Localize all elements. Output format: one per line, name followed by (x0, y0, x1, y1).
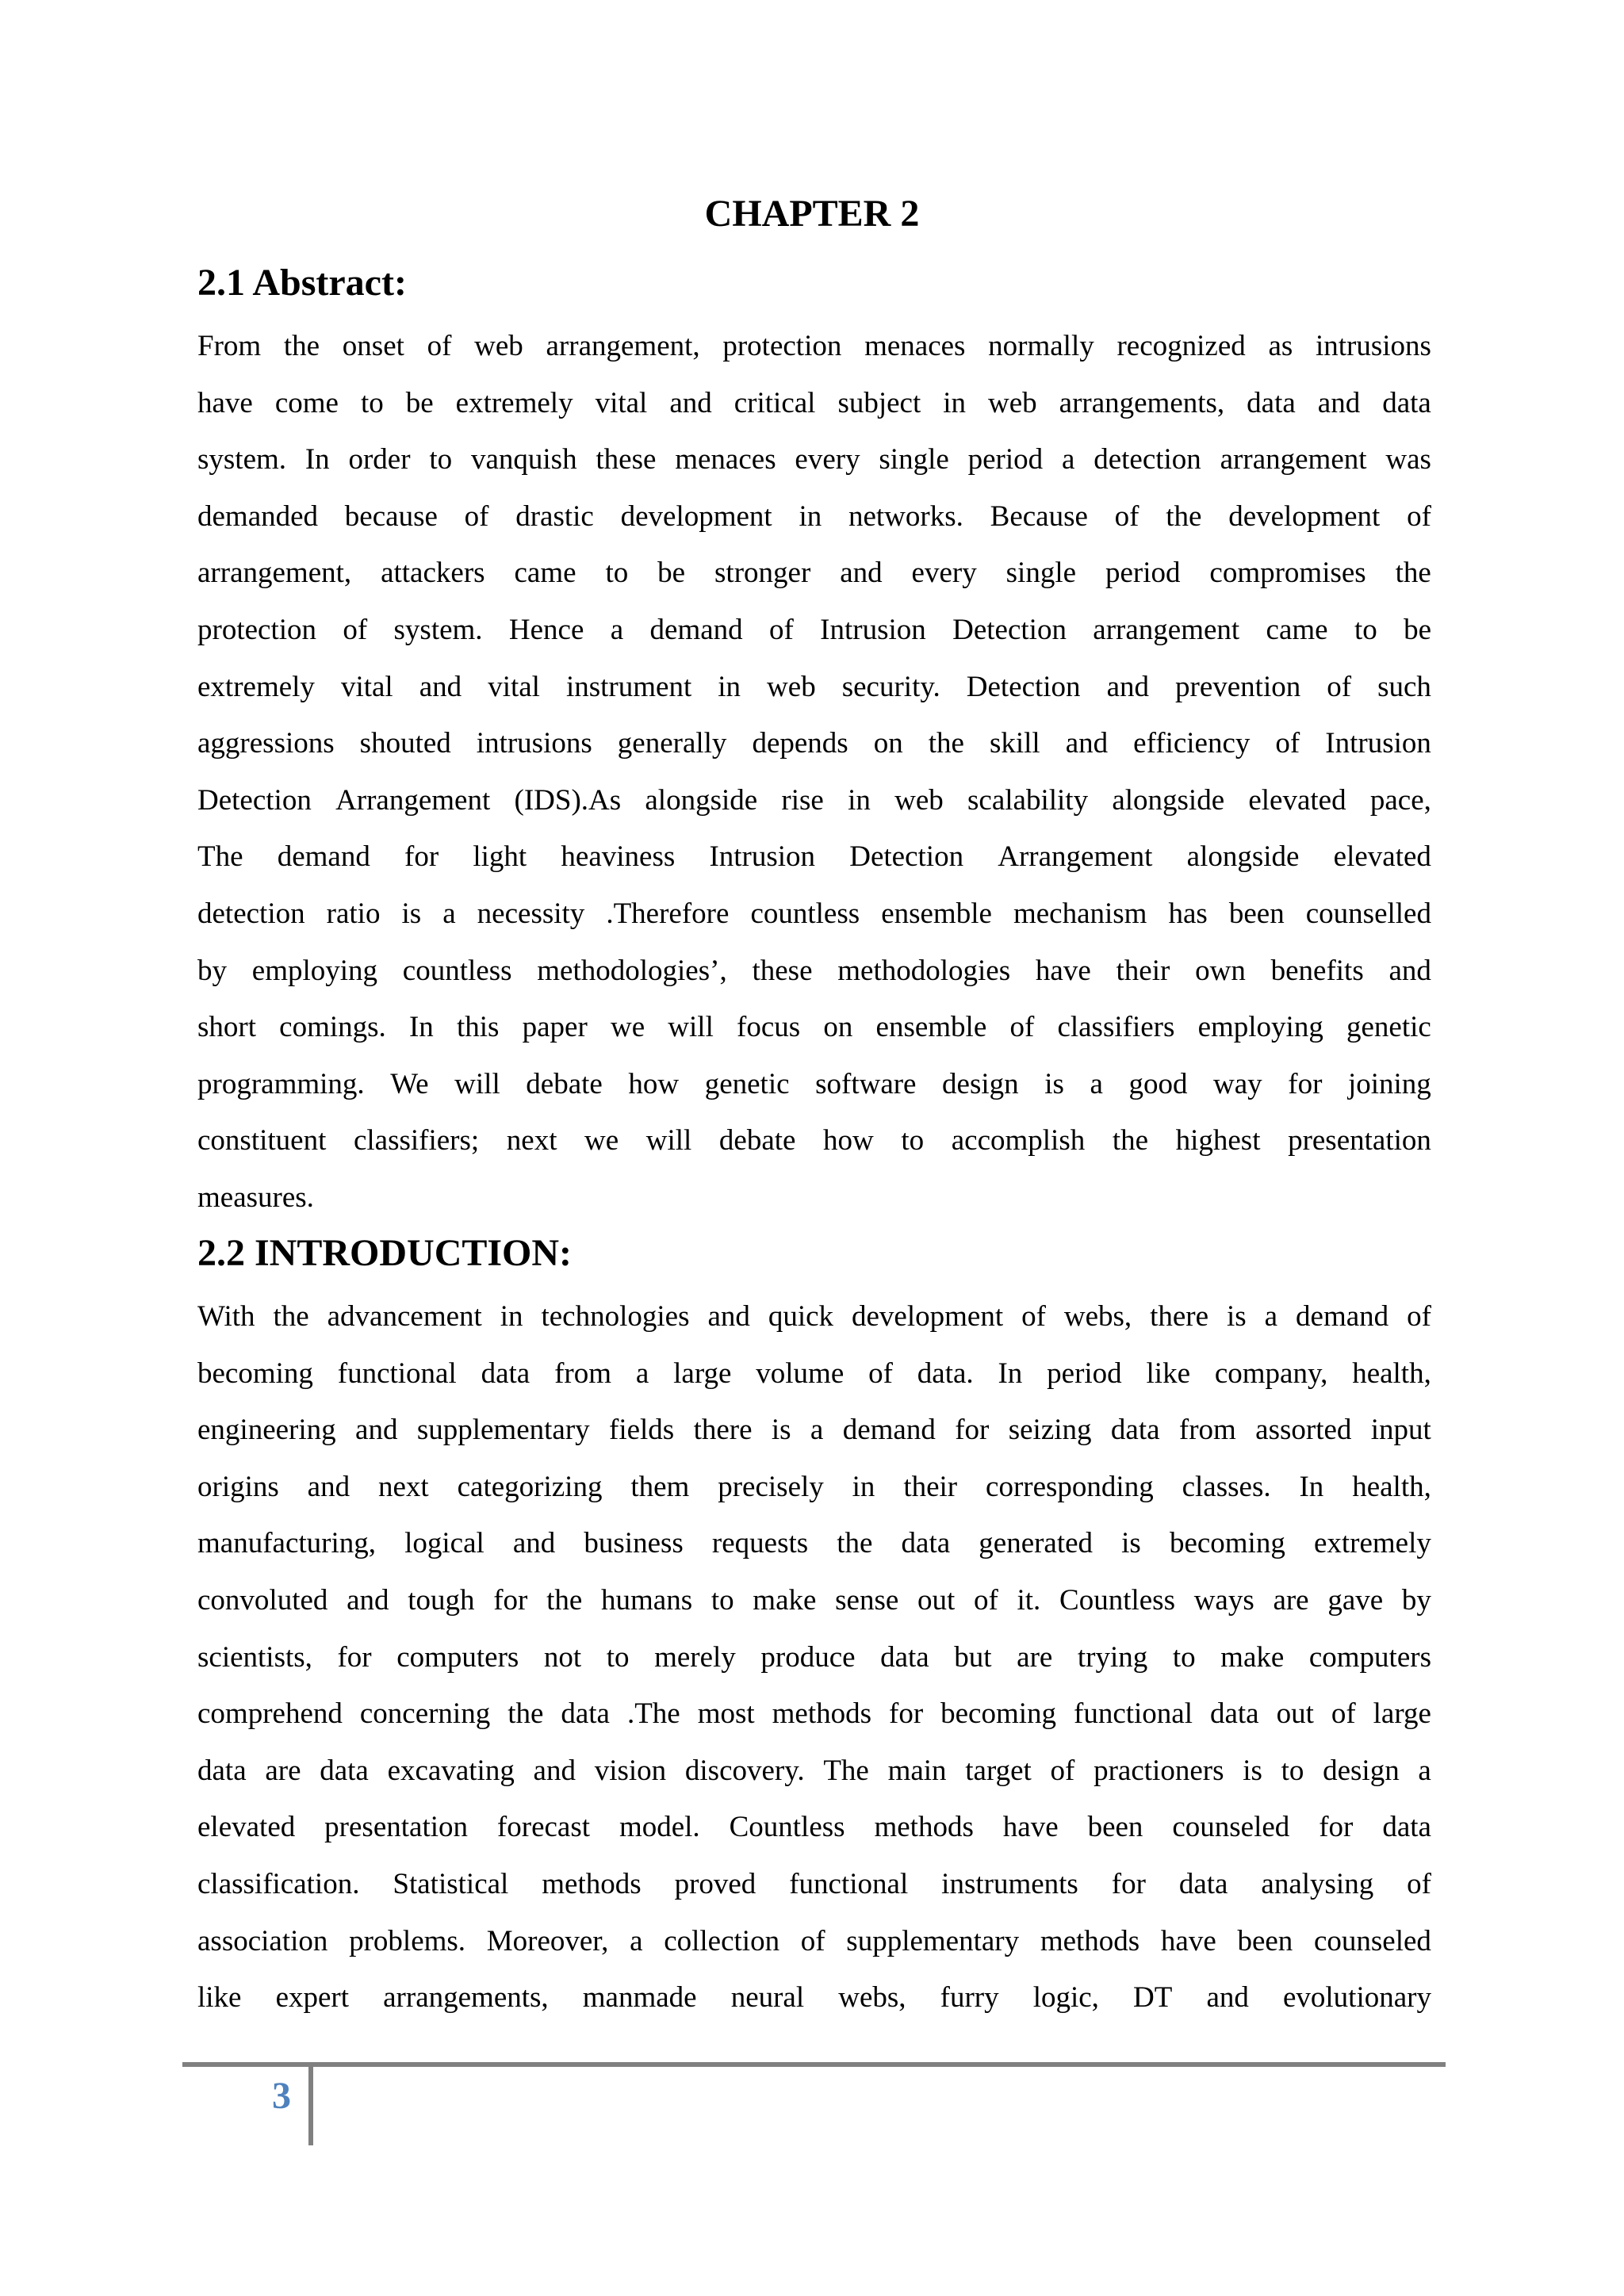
abstract-line: protection of system. Hence a demand of Intrusion Detection arrangement came to be (197, 613, 1431, 646)
introduction-line: convoluted and tough for the humans to make sense out of it. Countless ways are gave by (197, 1583, 1431, 1617)
abstract-line: demanded because of drastic development in networks. Because of the development of (197, 499, 1431, 533)
section-heading-introduction: 2.2 INTRODUCTION: (197, 1232, 573, 1274)
abstract-line: extremely vital and vital instrument in web security. Detection and prevention of such (197, 670, 1431, 703)
introduction-line: becoming functional data from a large volume of data. In period like company, health, (197, 1357, 1431, 1390)
introduction-line: comprehend concerning the data .The most methods for becoming functional data out of large (197, 1697, 1431, 1731)
section-heading-abstract: 2.1 Abstract: (197, 262, 407, 304)
abstract-line: system. In order to vanquish these menaces every single period a detection arrangement was (197, 443, 1431, 476)
introduction-line: association problems. Moreover, a collection of supplementary methods have been counseled (197, 1924, 1431, 1957)
footer-rule (182, 2062, 1446, 2067)
abstract-line: Detection Arrangement (IDS).As alongside rise in web scalability alongside elevated pace, (197, 783, 1431, 817)
abstract-line: have come to be extremely vital and critical subject in web arrangements, data and data (197, 386, 1431, 419)
page-number: 3 (272, 2075, 291, 2117)
abstract-paragraph (197, 318, 1431, 1226)
abstract-line: programming. We will debate how genetic software design is a good way for joining (197, 1067, 1431, 1100)
chapter-title: CHAPTER 2 (704, 193, 920, 235)
introduction-line: origins and next categorizing them precisely in their corresponding classes. In health, (197, 1470, 1431, 1503)
introduction-line: scientists, for computers not to merely produce data but are trying to make computers (197, 1640, 1431, 1674)
abstract-line: constituent classifiers; next we will debate how to accomplish the highest presentation (197, 1124, 1431, 1158)
introduction-line: data are data excavating and vision discovery. The main target of practioners is to design a (197, 1754, 1431, 1787)
abstract-line: measures. (197, 1181, 314, 1214)
introduction-line: engineering and supplementary fields there is a demand for seizing data from assorted input (197, 1414, 1431, 1447)
introduction-line: manufacturing, logical and business requests the data generated is becoming extremely (197, 1527, 1431, 1560)
footer-divider (308, 2064, 313, 2145)
abstract-line: From the onset of web arrangement, protection menaces normally recognized as intrusions (197, 330, 1431, 362)
introduction-line: like expert arrangements, manmade neural webs, furry logic, DT and evolutionary (197, 1981, 1431, 2015)
abstract-line: short comings. In this paper we will focus on ensemble of classifiers employing genetic (197, 1011, 1431, 1044)
introduction-line: With the advancement in technologies and quick development of webs, there is a demand of (197, 1300, 1431, 1333)
abstract-line: arrangement, attackers came to be stronger and every single period compromises the (197, 557, 1431, 590)
introduction-paragraph (197, 1288, 1431, 2026)
abstract-line: The demand for light heaviness Intrusion Detection Arrangement alongside elevated (197, 840, 1431, 874)
introduction-line: elevated presentation forecast model. Countless methods have been counseled for data (197, 1811, 1431, 1844)
abstract-line: aggressions shouted intrusions generally depends on the skill and efficiency of Intrusion (197, 727, 1431, 760)
introduction-line: classification. Statistical methods proved functional instruments for data analysing of (197, 1867, 1431, 1900)
abstract-line: by employing countless methodologies’, these methodologies have their own benefits and (197, 954, 1431, 987)
abstract-line: detection ratio is a necessity .Therefore countless ensemble mechanism has been counselled (197, 897, 1431, 930)
